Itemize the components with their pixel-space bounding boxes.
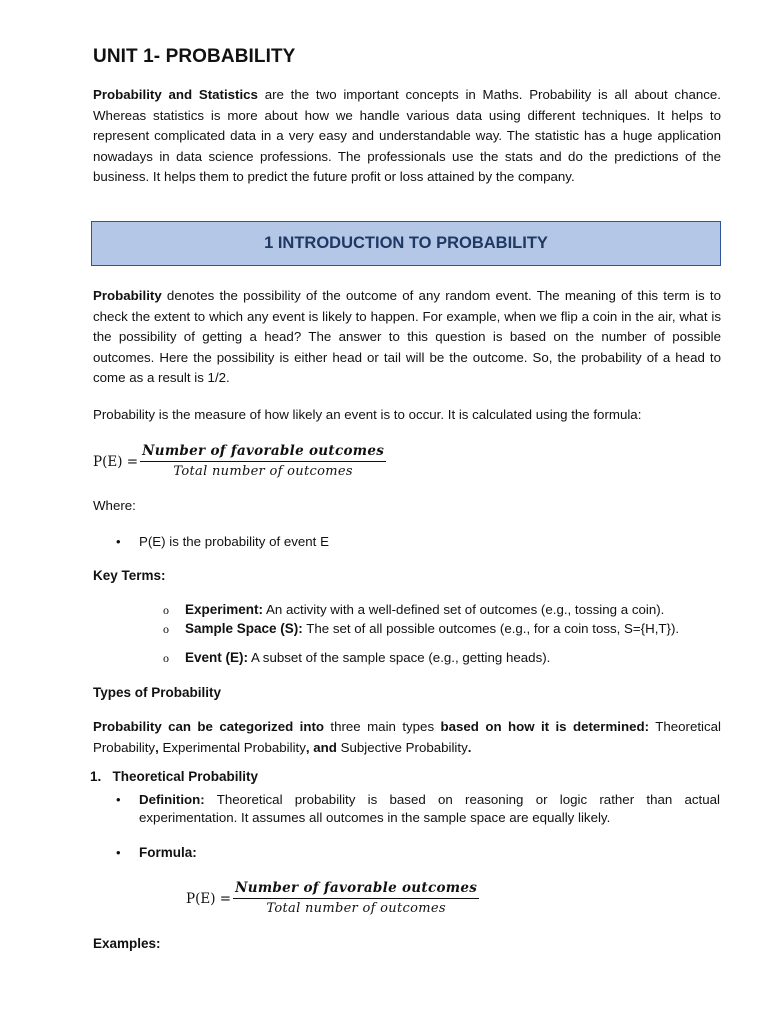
- section-banner: [91, 221, 721, 266]
- section-banner-title: 1 INTRODUCTION TO PROBABILITY: [264, 234, 548, 252]
- key-term-item: [163, 621, 679, 637]
- bullet-dot: •: [116, 792, 121, 807]
- sub-bullet-mark: o: [163, 603, 169, 617]
- formula-lhs: P(E) =: [186, 890, 232, 907]
- cat-text-2: Theoretical Probability: [93, 719, 721, 755]
- cat-bold-1: Probability can be categorized into: [93, 719, 324, 734]
- formula-denominator: Total number of outcomes: [266, 901, 446, 916]
- where-bullet-text: P(E) is the probability of event E: [139, 534, 329, 549]
- bullet-dot: •: [116, 845, 121, 860]
- cat-text-4: Subjective Probability: [336, 739, 468, 755]
- formula-fraction: [233, 880, 479, 916]
- formula-numerator: Number of favorable outcomes: [233, 880, 479, 899]
- examples-label: Examples:: [93, 936, 161, 951]
- sub-bullet-mark: o: [163, 651, 169, 665]
- sub-bullet-mark: o: [163, 622, 169, 636]
- categorized-paragraph: [93, 717, 721, 758]
- cat-text-3: Experimental Probability: [158, 739, 306, 755]
- bullet-dot: •: [116, 534, 121, 549]
- key-term-label: Event (E):: [185, 650, 249, 665]
- probability-bold: Probability: [93, 288, 162, 303]
- theoretical-heading: 1. Theoretical Probability: [90, 769, 259, 784]
- probability-paragraph: [93, 286, 721, 389]
- intro-bold: Probability and Statistics: [93, 87, 258, 102]
- key-term-item: [163, 650, 550, 666]
- cat-bold-4: , and: [305, 739, 337, 755]
- where-label: Where:: [93, 498, 136, 513]
- key-term-item: [163, 602, 664, 618]
- key-term-desc: The set of all possible outcomes (e.g., for a coin toss, S={H,T}).: [302, 621, 680, 636]
- measure-paragraph: Probability is the measure of how likely an event is to occur. It is calculated using the formula:: [93, 407, 642, 422]
- formula-numerator: Number of favorable outcomes: [140, 443, 386, 462]
- types-heading: Types of Probability: [93, 685, 222, 700]
- definition-text: Theoretical probability is based on reasoning or logic rather than actual experimentation. It assumes all outcomes in the sample space are equally likely.: [139, 792, 720, 825]
- formula-lhs: P(E) =: [93, 453, 139, 470]
- formula-fraction: [140, 443, 386, 479]
- cat-text-1: three main types: [324, 719, 441, 734]
- formula-label: Formula:: [139, 845, 197, 860]
- formula-denominator: Total number of outcomes: [173, 464, 353, 479]
- cat-bold-3: ,: [155, 739, 159, 755]
- definition-paragraph: [139, 791, 720, 827]
- intro-paragraph: [93, 85, 721, 188]
- theoretical-formula: [186, 880, 479, 916]
- cat-bold-5: .: [467, 739, 472, 755]
- unit-title: UNIT 1- PROBABILITY: [93, 46, 296, 67]
- key-terms-heading: Key Terms:: [93, 568, 166, 583]
- intro-text: are the two important concepts in Maths. Probability is all about chance. Whereas statistics is more about how we handle various data using different techniques. It helps to represent complicated data in a very easy and understandable way. The statistic has a huge application nowadays in data science professions. The professionals use the stats and do the predictions of the business. It helps them to predict the future profit or loss attained by the company.: [93, 87, 721, 184]
- key-term-desc: A subset of the sample space (e.g., getting heads).: [248, 650, 551, 665]
- definition-label: Definition:: [139, 792, 205, 807]
- key-term-label: Experiment:: [185, 602, 264, 617]
- key-term-label: Sample Space (S):: [185, 621, 303, 636]
- probability-text: denotes the possibility of the outcome of any random event. The meaning of this term is to check the extent to which any event is likely to happen. For example, when we flip a coin in the air, what is the possibility of getting a head? The answer to this question is based on the number of possible outcomes. Here the possibility is either head or tail will be the outcome. So, the probability of a head to come as a result is 1/2.: [93, 288, 721, 385]
- key-term-desc: An activity with a well-defined set of outcomes (e.g., tossing a coin).: [263, 602, 665, 617]
- probability-formula: [93, 443, 386, 479]
- cat-bold-2: based on how it is determined:: [440, 719, 650, 734]
